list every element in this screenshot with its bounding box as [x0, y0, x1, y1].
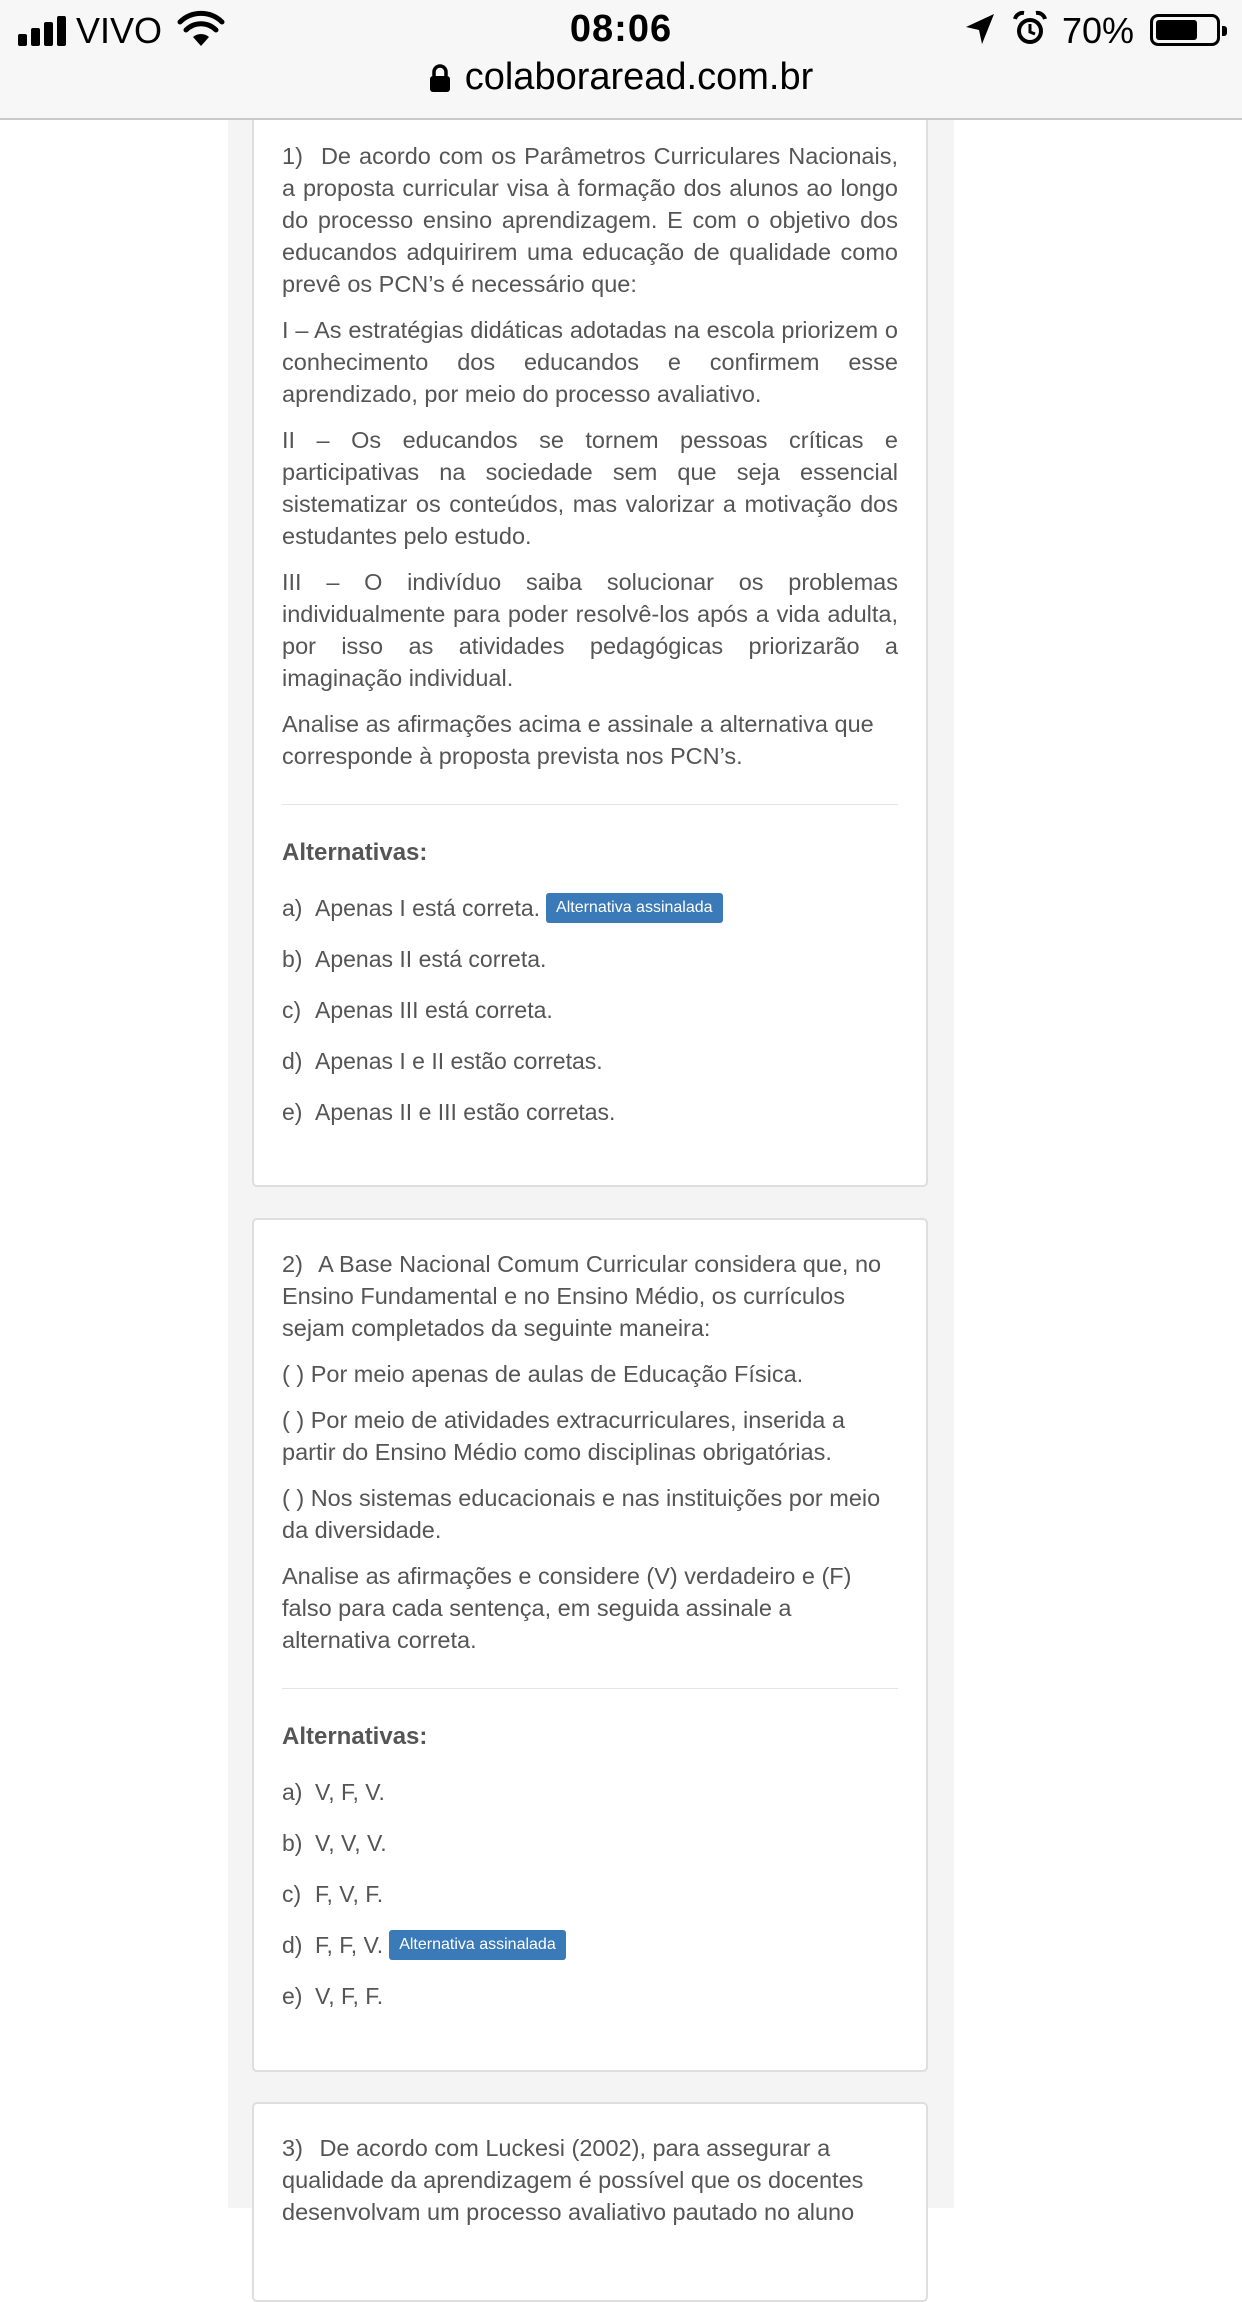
question-2-number: 2): [282, 1251, 303, 1277]
question-1-item-iii: III – O indivíduo saiba solucionar os problemas individualmente para poder resolvê-los após a vida adulta, por isso as atividades pedagógicas priorizarão a imaginação individual.: [282, 569, 898, 691]
question-1-instruction: Analise as afirmações acima e assinale a alternativa que corresponde à proposta prevista nos PCN’s.: [282, 711, 874, 769]
alternative-letter: d): [282, 1048, 303, 1074]
battery-icon: [1150, 14, 1220, 46]
question-2-intro: A Base Nacional Comum Curricular considera que, no Ensino Fundamental e no Ensino Médio, os currículos sejam completados da seguinte maneira:: [282, 1251, 882, 1341]
question-2-item-2: ( ) Por meio de atividades extracurriculares, inserida a partir do Ensino Médio como disciplinas obrigatórias.: [282, 1407, 845, 1465]
alternative-d[interactable]: [282, 1046, 898, 1076]
question-1-intro: De acordo com os Parâmetros Curriculares Nacionais, a proposta curricular visa à formação dos alunos ao longo do processo ensino aprendizagem. E com o objetivo dos educandos adquirirem uma educação de qualidade como prevê os PCN’s é necessário que:: [282, 143, 899, 297]
alternative-text: F, V, F.: [315, 1881, 384, 1907]
question-1-item-ii: II – Os educandos se tornem pessoas críticas e participativas na sociedade sem que seja essencial sistematizar os conteúdos, mas valorizar a motivação dos estudantes pelo estudo.: [282, 427, 898, 549]
divider: [282, 1688, 898, 1689]
alternative-c[interactable]: [282, 995, 898, 1025]
address-bar[interactable]: [0, 56, 1242, 112]
question-1-statement: [282, 140, 898, 300]
alternative-letter: c): [282, 1881, 302, 1907]
clock: 08:06: [569, 8, 673, 50]
alternative-e[interactable]: [282, 1097, 898, 1127]
alternative-text: F, F, V.: [315, 1932, 384, 1958]
alternative-text: Apenas II está correta.: [315, 946, 547, 972]
alternatives-list: [282, 1777, 898, 2011]
alternative-b[interactable]: [282, 944, 898, 974]
question-2-item-3: ( ) Nos sistemas educacionais e nas instituições por meio da diversidade.: [282, 1485, 881, 1543]
alternative-letter: a): [282, 1779, 303, 1805]
carrier-name: VIVO: [76, 10, 163, 51]
browser-top-bar: [0, 0, 1242, 120]
alternative-letter: a): [282, 895, 303, 921]
alternatives-list: [282, 893, 898, 1127]
alternative-text: V, V, V.: [315, 1830, 387, 1856]
alternative-c[interactable]: [282, 1879, 898, 1909]
question-1-number: 1): [282, 143, 303, 169]
alternative-letter: b): [282, 1830, 303, 1856]
question-2-statement: [282, 1248, 898, 1344]
alternative-text: Apenas III está correta.: [315, 997, 553, 1023]
alternative-letter: b): [282, 946, 303, 972]
question-card-1: [252, 120, 928, 1187]
alternatives-title: Alternativas:: [282, 1723, 428, 1750]
alternative-letter: d): [282, 1932, 303, 1958]
divider: [282, 804, 898, 805]
alternative-d[interactable]: [282, 1930, 898, 1960]
battery-percentage: 70%: [1062, 10, 1135, 51]
url-text[interactable]: colaboraread.com.br: [464, 56, 814, 98]
alarm-clock-icon: [1012, 10, 1048, 48]
alternative-a[interactable]: [282, 1777, 898, 1807]
question-card-2: [252, 1218, 928, 2072]
alternative-text: Apenas II e III estão corretas.: [315, 1099, 616, 1125]
alternative-text: Apenas I e II estão corretas.: [315, 1048, 603, 1074]
question-3-statement: [282, 2132, 898, 2228]
alternative-text: V, F, F.: [315, 1983, 384, 2009]
alternatives-title: Alternativas:: [282, 839, 428, 866]
selected-badge: Alternativa assinalada: [546, 893, 723, 923]
question-1-item-i: I – As estratégias didáticas adotadas na escola priorizem o conhecimento dos educandos e confirmem esse aprendizado, por meio do processo avaliativo.: [282, 317, 898, 407]
alternative-letter: e): [282, 1983, 303, 2009]
alternative-e[interactable]: [282, 1981, 898, 2011]
alternative-letter: c): [282, 997, 302, 1023]
alternative-letter: e): [282, 1099, 303, 1125]
question-3-number: 3): [282, 2135, 303, 2161]
question-3-intro: De acordo com Luckesi (2002), para assegurar a qualidade da aprendizagem é possível que os docentes desenvolvam um processo avaliativo pautado no aluno: [282, 2135, 864, 2225]
question-2-item-1: ( ) Por meio apenas de aulas de Educação Física.: [282, 1361, 804, 1387]
question-card-3: [252, 2102, 928, 2302]
lock-icon: [429, 63, 451, 93]
status-bar: [0, 0, 1242, 62]
alternative-text: Apenas I está correta.: [315, 895, 541, 921]
alternative-b[interactable]: [282, 1828, 898, 1858]
alternative-a[interactable]: [282, 893, 898, 923]
alternative-text: V, F, V.: [315, 1779, 385, 1805]
selected-badge: Alternativa assinalada: [389, 1930, 566, 1960]
location-arrow-icon: [964, 12, 996, 46]
question-2-instruction: Analise as afirmações e considere (V) verdadeiro e (F) falso para cada sentença, em seguida assinale a alternativa correta.: [282, 1563, 852, 1653]
